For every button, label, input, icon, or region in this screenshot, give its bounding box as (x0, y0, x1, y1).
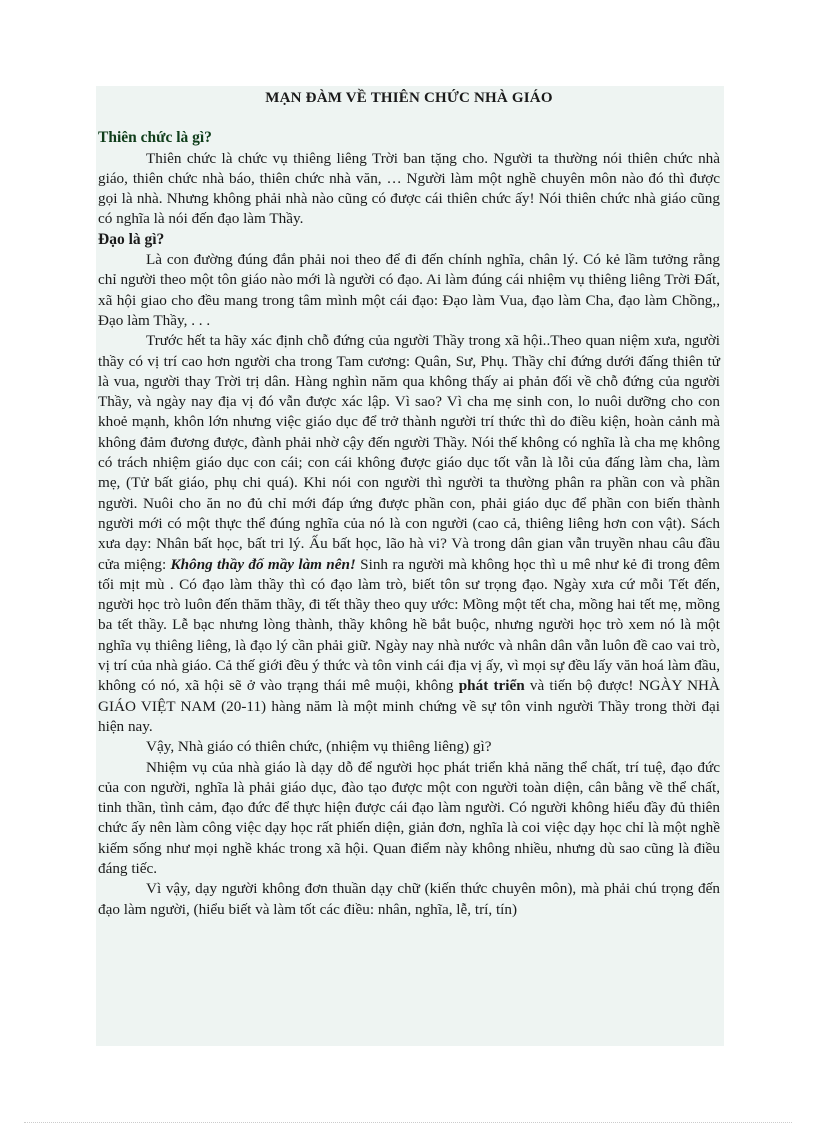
heading-dao: Đạo là gì? (98, 230, 165, 248)
paragraph-text: Sinh ra người mà không học thì u mê như kẻ đi trong đêm tối mịt mù . Có đạo làm thầy thì có đạo làm trò, biết tôn sư trọng đạo. Ngày xưa cứ mỗi Tết đến, người học trò luôn đến thăm thầy, đi tết thầy theo quy ước: Mồng một tết cha, mồng hai tết mẹ, mồng ba tết thầy. Lễ bạc nhưng lòng thành, thầy không hề bắt buộc, nhưng người học trò xem nó là một nghĩa vụ thiêng liêng, là đạo lý cần phải giữ. Ngày nay nhà nước và nhân dân vẫn luôn đề cao vai trò, vị trí của nhà giáo. Cả thế giới đều ý thức và tôn vinh cái địa vị ấy, vì mọi sự đều lấy văn hoá làm đầu, không có nó, xã hội sẽ ở vào trạng thái mê muội, không (98, 555, 720, 695)
paragraph-nhiem-vu: Nhiệm vụ của nhà giáo là dạy dỗ để người học phát triển khả năng thể chất, trí tuệ, đạo đức của con người, nghĩa là phải giáo dục, đào tạo được một con người toàn diện, cân bằng về thể chất, tinh thần, tình cảm, đạo đức để thực hiện được cái đạo làm người. Có người không hiểu đầy đủ thiên chức ấy nên làm công việc dạy học rất phiến diện, giản đơn, nghĩa là coi việc dạy học chỉ là một nghề kiếm sống như mọi nghề khác trong xã hội. Quan điểm này không nhiều, nhưng dù sao cũng là điều đáng tiếc. (98, 758, 720, 877)
paragraph-text: và tiến bộ được! NGÀY NHÀ GIÁO VIỆT NAM (20-11) hàng năm là một minh chứng về sự tôn vinh người Thầy trong thời đại hiện nay. (98, 677, 720, 735)
paragraph-dao: Là con đường đúng đắn phải noi theo để đi đến chính nghĩa, chân lý. Có kẻ lầm tưởng rằng chỉ người theo một tôn giáo nào mới là người có đạo. Ai làm đúng cái nhiệm vụ thiêng liêng Trời Đất, xã hội giao cho đều mang trong tâm mình một cái đạo: Đạo làm Vua, đạo làm Cha, đạo làm Chồng,, Đạo làm Thầy, . . . (98, 251, 720, 329)
paragraph-thien-chuc: Thiên chức là chức vụ thiêng liêng Trời ban tặng cho. Người ta thường nói thiên chức nhà giáo, thiên chức nhà báo, thiên chức nhà văn, … Người làm một nghề chuyên môn nào đó thì được gọi là nhà. Nhưng không phải nhà nào cũng có được cái thiên chức ấy! Nói thiên chức nhà giáo cũng có nghĩa là nói đến đạo làm Thầy. (98, 149, 720, 228)
paragraph-question: Vậy, Nhà giáo có thiên chức, (nhiệm vụ thiêng liêng) gì? (146, 738, 492, 756)
document-body (98, 88, 720, 920)
paragraph-text: Trước hết ta hãy xác định chỗ đứng của người Thầy trong xã hội..Theo quan niệm xưa, người thầy có vị trí cao hơn người cha trong Tam cương: Quân, Sư, Phụ. Thầy chỉ đứng dưới đấng thiên tử là vua, người thay Trời trị dân. Hàng nghìn năm qua không thấy ai phản đối về chỗ đứng của người Thầy, và ngày nay địa vị đó vẫn được xác lập. Vì sao? Vì cha mẹ sinh con, lo nuôi dưỡng cho con khoẻ mạnh, khôn lớn nhưng việc giáo dục để trở thành người trí thức thì do điều kiện, hoàn cảnh mà không đảm đương được, đành phải nhờ cậy đến người Thầy. Nói thế không có nghĩa là cha mẹ không có trách nhiệm giáo dục con cái; con cái không được giáo dục tốt vẫn là lỗi của đấng làm cha, làm mẹ, (Tử bất giáo, phụ chi quá). Khi nói con người thì người ta thường phân ra phần con và phần người. Nuôi cho ăn no đủ chỉ mới đáp ứng được phần con, phải giáo dục để phần con biến thành người mới có một thực thể đúng nghĩa của nó là con người (cao cả, thiêng liêng hơn con vật). Sách xưa dạy: Nhân bất học, bất tri lý. Ấu bất học, lão hà vi? Và trong dân gian vẫn truyền nhau câu đầu cửa miệng: (98, 332, 720, 573)
bold-word: phát triển (458, 677, 525, 695)
paragraph-cho-dung-nguoi-thay (98, 331, 720, 737)
paragraph-vi-vay: Vì vậy, dạy người không đơn thuần dạy chữ (kiến thức chuyên môn), mà phải chú trọng đến đạo làm người, (hiểu biết và làm tốt các điều: nhân, nghĩa, lễ, trí, tín) (98, 880, 720, 918)
heading-thien-chuc: Thiên chức là gì? (98, 129, 212, 147)
proverb-emphasis: Không thầy đố mầy làm nên! (170, 555, 356, 573)
document-title: MẠN ĐÀM VỀ THIÊN CHỨC NHÀ GIÁO (265, 90, 553, 106)
